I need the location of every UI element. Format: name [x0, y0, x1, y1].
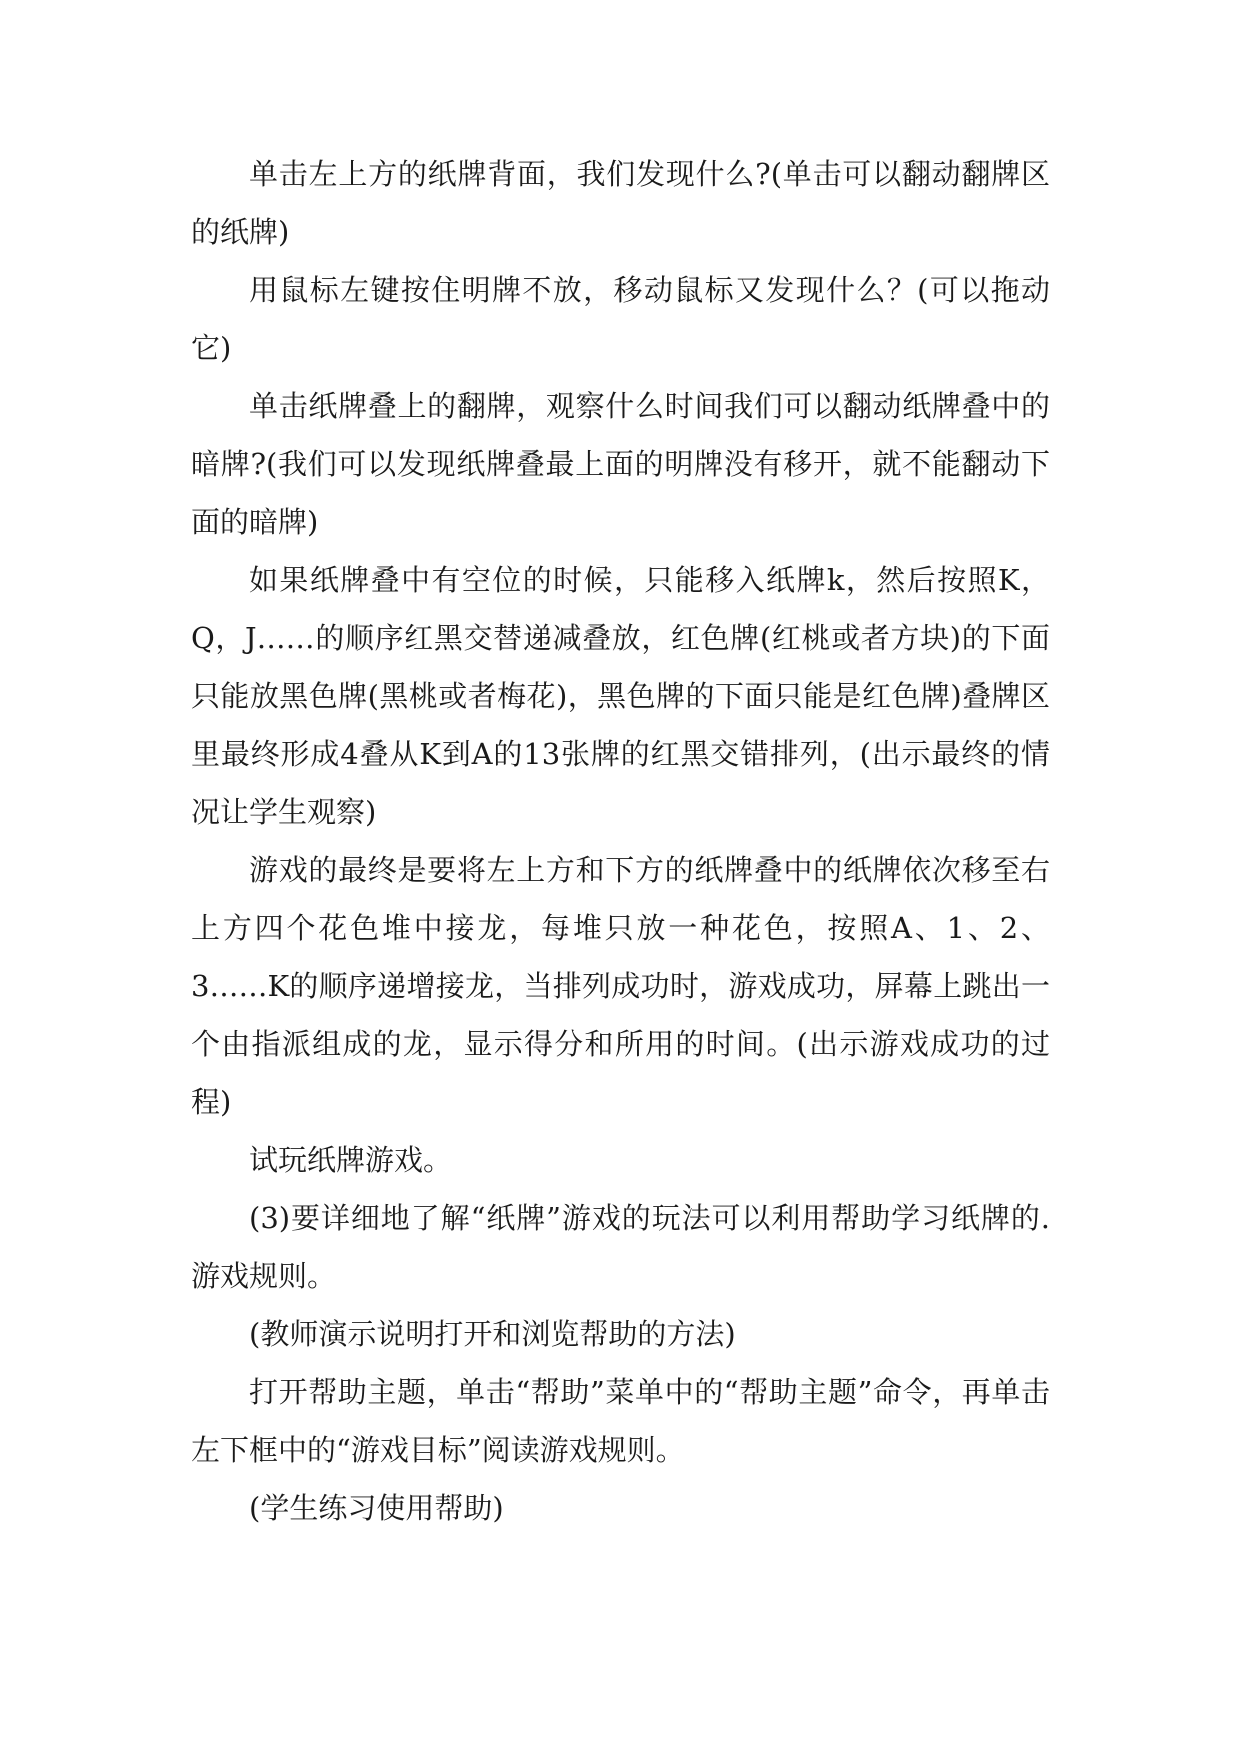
paragraph: (教师演示说明打开和浏览帮助的方法): [249, 1317, 736, 1351]
paragraph: 如果纸牌叠中有空位的时候，只能移入纸牌k，然后按照K，Q，J……的顺序红黑交替递减叠放，红色牌(红桃或者方块)的下面只能放黑色牌(黑桃或者梅花)，黑色牌的下面只能是红色牌)叠牌区里最终形成4叠从K到A的13张牌的红黑交错排列，(出示最终的情况让学生观察): [191, 563, 1050, 829]
paragraph: 游戏的最终是要将左上方和下方的纸牌叠中的纸牌依次移至右上方四个花色堆中接龙，每堆只放一种花色，按照A、1、2、3……K的顺序递增接龙，当排列成功时，游戏成功，屏幕上跳出一个由指派组成的龙，显示得分和所用的时间。(出示游戏成功的过程): [191, 853, 1050, 1119]
paragraph: (3)要详细地了解“纸牌”游戏的玩法可以利用帮助学习纸牌的.游戏规则。: [191, 1201, 1050, 1293]
paragraph: 打开帮助主题，单击“帮助”菜单中的“帮助主题”命令，再单击左下框中的“游戏目标”阅读游戏规则。: [191, 1375, 1050, 1467]
document-body: [191, 145, 1050, 1537]
paragraph: 用鼠标左键按住明牌不放，移动鼠标又发现什么？(可以拖动它): [191, 273, 1050, 365]
paragraph: 试玩纸牌游戏。: [249, 1143, 453, 1177]
paragraph: 单击纸牌叠上的翻牌，观察什么时间我们可以翻动纸牌叠中的暗牌?(我们可以发现纸牌叠最上面的明牌没有移开，就不能翻动下面的暗牌): [191, 389, 1050, 539]
paragraph: 单击左上方的纸牌背面，我们发现什么?(单击可以翻动翻牌区的纸牌): [191, 157, 1050, 249]
paragraph: (学生练习使用帮助): [249, 1491, 504, 1525]
